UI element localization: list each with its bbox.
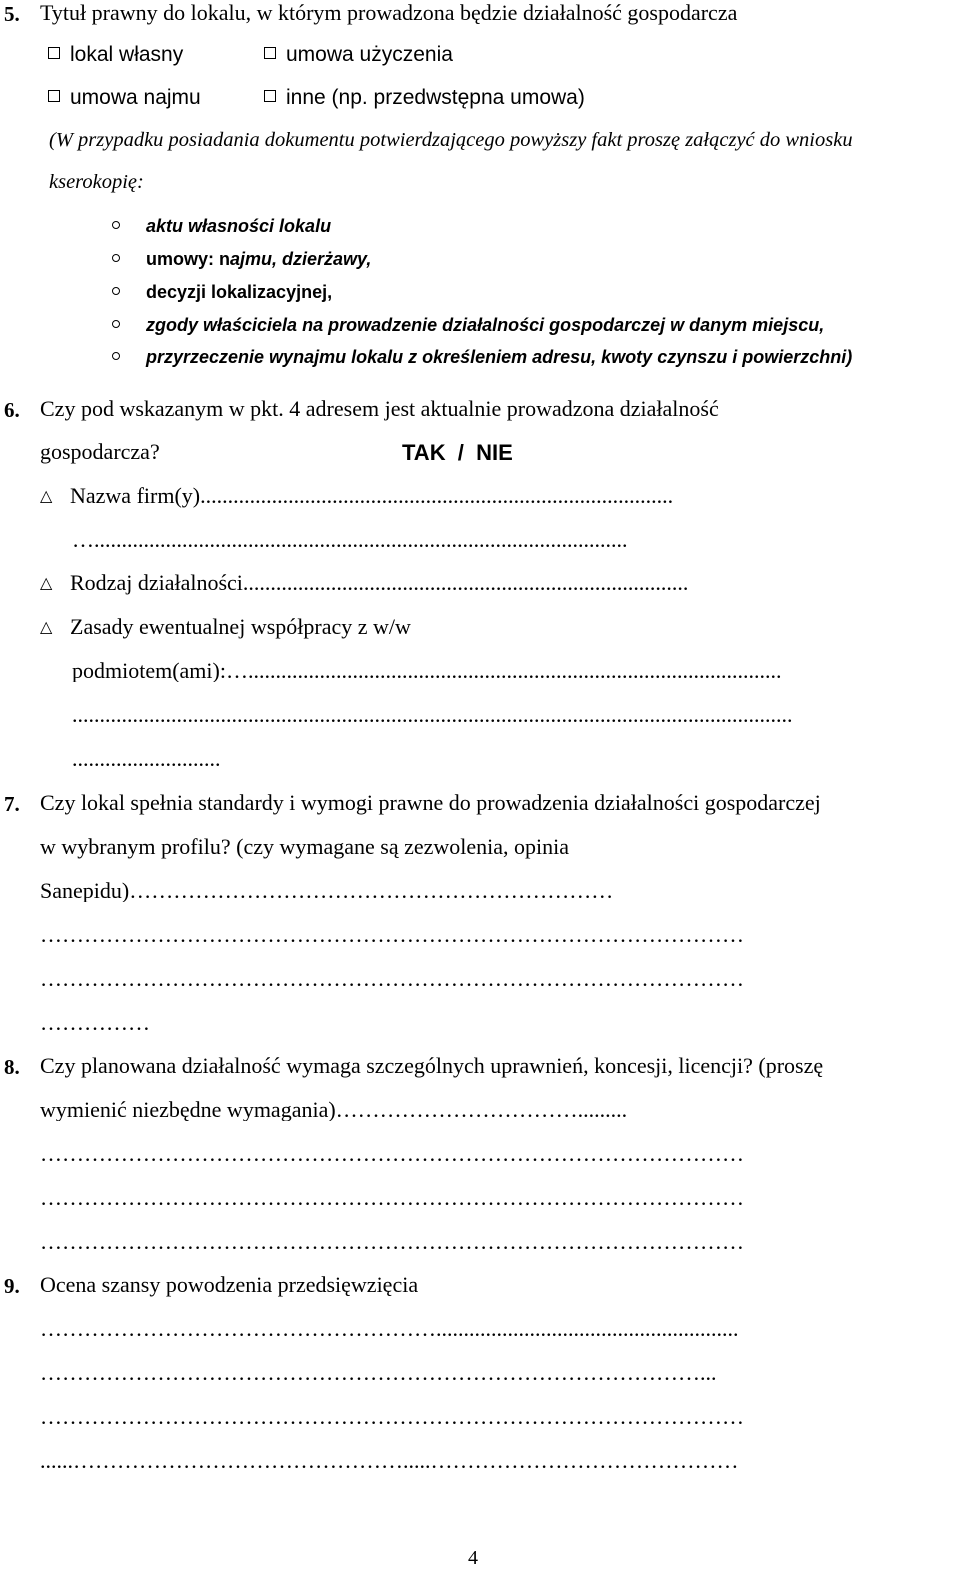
q8-dots-line[interactable]: …………………………………………………………………………………… xyxy=(40,1187,744,1209)
page-number: 4 xyxy=(468,1547,478,1569)
q7-line2: w wybranym profilu? (czy wymagane są zezwolenia, opinia xyxy=(40,834,570,859)
yes-no-answer[interactable]: TAK / NIE xyxy=(402,440,513,465)
bullet-icon xyxy=(112,254,120,262)
q5-note-line2: kserokopię: xyxy=(49,171,144,193)
q7-number: 7. xyxy=(4,792,20,816)
checkbox-icon[interactable] xyxy=(264,47,276,59)
q5-title: Tytuł prawny do lokalu, w którym prowadzona będzie działalność gospodarcza xyxy=(40,0,738,25)
q9-dots-line[interactable]: …………………………………………………………………………………… xyxy=(40,1406,744,1428)
q9-dots-line[interactable]: ......……………………………………….....…………………………………… xyxy=(40,1450,739,1472)
q6-dots-line[interactable]: ........................... xyxy=(72,746,221,771)
q8-dots-line[interactable]: …………………………………………………………………………………… xyxy=(40,1231,744,1253)
q6-sub-cooperation: △ Zasady ewentualnej współpracy z w/w xyxy=(40,614,411,639)
option-umowa-najmu[interactable]: umowa najmu xyxy=(48,87,201,108)
q9-title: Ocena szansy powodzenia przedsięwzięcia xyxy=(40,1272,419,1297)
q6-dots-line[interactable]: …................................................................................................. xyxy=(72,529,628,551)
q6-sub-activity-type[interactable]: △ Rodzaj działalności................................................................................. xyxy=(40,570,689,595)
q7-dots-line[interactable]: …………… xyxy=(40,1010,150,1035)
checkbox-icon[interactable] xyxy=(48,90,60,102)
checkbox-icon[interactable] xyxy=(48,47,60,59)
q5-note-line1: (W przypadku posiadania dokumentu potwierdzającego powyższy fakt proszę załączyć do wniosku xyxy=(49,129,853,151)
bullet-icon xyxy=(112,287,120,295)
q7-dots-line[interactable]: …………………………………………………………………………………… xyxy=(40,924,744,946)
option-inne[interactable]: inne (np. przedwstępna umowa) xyxy=(264,87,585,108)
q6-sub-entities[interactable]: podmiotem(ami):…................................................................................................. xyxy=(72,660,782,682)
q6-line1: Czy pod wskazanym w pkt. 4 adresem jest aktualnie prowadzona działalność xyxy=(40,396,719,421)
q8-dots-line[interactable]: …………………………………………………………………………………… xyxy=(40,1143,744,1165)
option-lokal-wlasny[interactable]: lokal własny xyxy=(48,44,183,65)
q6-sub-company-name[interactable]: △ Nazwa firm(y)...................................................................................... xyxy=(40,483,674,508)
q8-line2[interactable]: wymienić niezbędne wymagania)……………………………......... xyxy=(40,1099,628,1121)
q7-line3[interactable]: Sanepidu)………………………………………………………… xyxy=(40,880,614,902)
q9-dots-line[interactable]: ………………………………………………………………………………... xyxy=(40,1362,717,1384)
option-umowa-uzyczenia[interactable]: umowa użyczenia xyxy=(264,44,453,65)
q5-number: 5. xyxy=(4,2,20,26)
bullet-icon xyxy=(112,221,120,229)
bullet-icon xyxy=(112,320,120,328)
q9-number: 9. xyxy=(4,1274,20,1298)
checkbox-icon[interactable] xyxy=(264,90,276,102)
caret-icon: △ xyxy=(40,488,53,505)
doc-item: decyzji lokalizacyjnej, xyxy=(112,282,332,303)
q7-dots-line[interactable]: …………………………………………………………………………………… xyxy=(40,968,744,990)
doc-item: umowy: najmu, dzierżawy, xyxy=(112,249,371,270)
doc-item: aktu własności lokalu xyxy=(112,216,331,237)
q8-number: 8. xyxy=(4,1055,20,1079)
caret-icon: △ xyxy=(40,619,53,636)
caret-icon: △ xyxy=(40,575,53,592)
q6-dots-line[interactable]: ................................................................................................................................... xyxy=(72,704,793,726)
doc-item: zgody właściciela na prowadzenie działalności gospodarczej w danym miejscu, xyxy=(112,315,824,336)
doc-item: przyrzeczenie wynajmu lokalu z określeniem adresu, kwoty czynszu i powierzchni) xyxy=(112,347,852,368)
q7-line1: Czy lokal spełnia standardy i wymogi prawne do prowadzenia działalności gospodarczej xyxy=(40,790,821,815)
q9-dots-line[interactable]: ………………………………………………....................................................... xyxy=(40,1318,739,1340)
q6-number: 6. xyxy=(4,398,20,422)
bullet-icon xyxy=(112,352,120,360)
q6-line2: gospodarcza? xyxy=(40,439,160,464)
q8-line1: Czy planowana działalność wymaga szczególnych uprawnień, koncesji, licencji? (proszę xyxy=(40,1053,824,1078)
